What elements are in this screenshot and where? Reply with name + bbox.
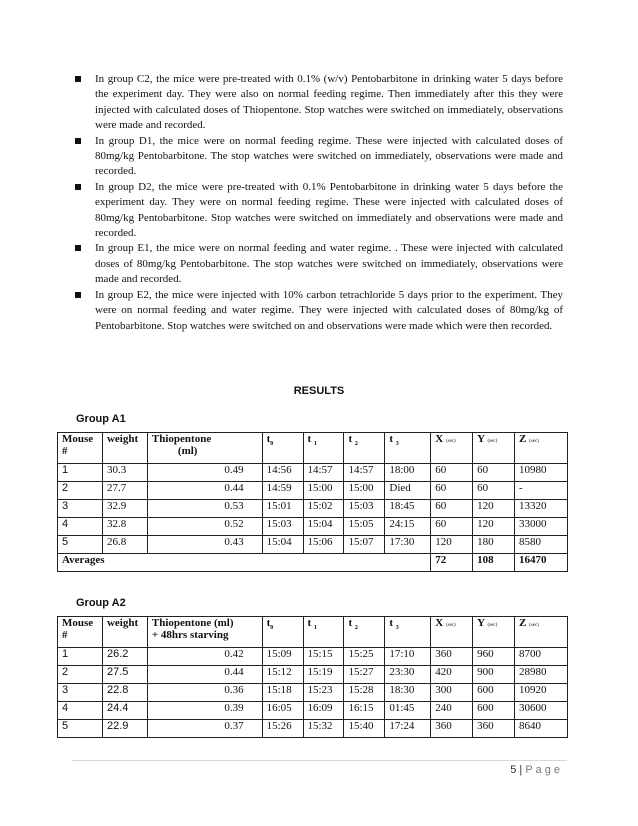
table-cell: 15:01 xyxy=(262,500,303,518)
table-cell: 300 xyxy=(431,684,473,702)
table-cell: 15:25 xyxy=(344,648,385,666)
square-bullet-icon xyxy=(75,184,81,190)
table-cell: 15:40 xyxy=(344,720,385,738)
col-t2: t $_2$ xyxy=(344,617,385,648)
table-cell: 60 xyxy=(431,500,473,518)
averages-row xyxy=(58,554,568,572)
table-cell: 01:45 xyxy=(385,702,431,720)
page-number: 5 xyxy=(510,764,517,776)
table-cell: 22.8 xyxy=(102,684,147,702)
table-cell: 30600 xyxy=(515,702,568,720)
table-cell: 17:30 xyxy=(385,536,431,554)
square-bullet-icon xyxy=(75,76,81,82)
table-cell: 15:09 xyxy=(262,648,303,666)
table-cell: 4 xyxy=(58,518,103,536)
table-row xyxy=(58,518,568,536)
table-cell: 30.3 xyxy=(102,464,147,482)
table-row xyxy=(58,702,568,720)
table-cell: Died xyxy=(385,482,431,500)
table-cell: 15:03 xyxy=(344,500,385,518)
col-mouse: Mouse # xyxy=(58,617,103,648)
table-cell: 13320 xyxy=(515,500,568,518)
table-cell: 0.42 xyxy=(147,648,262,666)
square-bullet-icon xyxy=(75,245,81,251)
table-cell: 16:15 xyxy=(344,702,385,720)
col-y: Y (sec) xyxy=(473,433,515,464)
table-cell: 5 xyxy=(58,720,103,738)
table-cell: 15:00 xyxy=(344,482,385,500)
table-cell: 240 xyxy=(431,702,473,720)
table-row xyxy=(58,666,568,684)
table-cell: 960 xyxy=(473,648,515,666)
footer-label: P a g e xyxy=(525,764,560,776)
table-cell: 5 xyxy=(58,536,103,554)
col-z: Z (sec) xyxy=(515,617,568,648)
table-cell: 60 xyxy=(431,482,473,500)
table-cell: 24:15 xyxy=(385,518,431,536)
list-item: In group C2, the mice were pre-treated with 0.1% (w/v) Pentobarbitone in drinking water 5 days before the experiment day. They were also on normal feeding regime. Then immediately after this they were injected with calculated doses of Thiopentone. Stop watches were switched on immediately, observations were made and recorded. xyxy=(75,72,563,134)
table-cell: 14:56 xyxy=(262,464,303,482)
table-cell: 72 xyxy=(431,554,473,572)
table-cell: 600 xyxy=(473,702,515,720)
table-cell: 8580 xyxy=(515,536,568,554)
col-t3: t $_3$ xyxy=(385,617,431,648)
col-t1: t $_1$ xyxy=(303,433,344,464)
list-item: In group E1, the mice were on normal feeding and water regime. . These were injected with calculated doses of 80mg/kg Pentobarbitone. The stop watches were switched on immediately, observations were made and recorded. xyxy=(75,241,563,287)
table-cell: 0.44 xyxy=(147,666,262,684)
table-cell: 14:59 xyxy=(262,482,303,500)
square-bullet-icon xyxy=(75,292,81,298)
table-cell: 15:28 xyxy=(344,684,385,702)
table-row xyxy=(58,464,568,482)
table-cell: 15:27 xyxy=(344,666,385,684)
table-header-row xyxy=(58,617,568,648)
col-t2: t $_2$ xyxy=(344,433,385,464)
table-cell: 15:12 xyxy=(262,666,303,684)
table-cell: 420 xyxy=(431,666,473,684)
table-cell: 15:05 xyxy=(344,518,385,536)
table-cell: 28980 xyxy=(515,666,568,684)
table-cell: 1 xyxy=(58,648,103,666)
table-cell: 360 xyxy=(431,648,473,666)
list-item: In group D1, the mice were on normal feeding regime. These were injected with calculated doses of 80mg/kg Pentobarbitone. The stop watches were switched on immediately, observations were made and recorded. xyxy=(75,134,563,180)
col-x: X (sec) xyxy=(431,617,473,648)
bullet-list xyxy=(75,72,563,334)
table-cell: 32.8 xyxy=(102,518,147,536)
table-cell: 24.4 xyxy=(102,702,147,720)
table-row xyxy=(58,648,568,666)
table-cell: 22.9 xyxy=(102,720,147,738)
table-cell: 60 xyxy=(473,482,515,500)
list-item: In group D2, the mice were pre-treated with 0.1% Pentobarbitone in drinking water 5 days before the experiment day. They were on normal feeding regime. These were injected with calculated doses of 80mg/kg Pentobarbitone. Stop watches were switched on immediately and observations were made and recorded. xyxy=(75,180,563,242)
table-cell: 27.5 xyxy=(102,666,147,684)
table-cell: 26.2 xyxy=(102,648,147,666)
col-t3: t $_3$ xyxy=(385,433,431,464)
col-z: Z (sec) xyxy=(515,433,568,464)
table-cell: 0.53 xyxy=(147,500,262,518)
table-cell: 15:18 xyxy=(262,684,303,702)
table-cell: 15:19 xyxy=(303,666,344,684)
table-cell: 8700 xyxy=(515,648,568,666)
table-cell: 14:57 xyxy=(303,464,344,482)
table-cell: 1 xyxy=(58,464,103,482)
table-cell: 0.44 xyxy=(147,482,262,500)
table-cell: - xyxy=(515,482,568,500)
table-cell: 15:15 xyxy=(303,648,344,666)
col-thiopentone: Thiopentone (ml) xyxy=(147,433,262,464)
group-a1-title: Group A1 xyxy=(76,413,126,425)
table-cell: 120 xyxy=(473,500,515,518)
table-cell: 10980 xyxy=(515,464,568,482)
table-cell: 360 xyxy=(431,720,473,738)
table-row xyxy=(58,500,568,518)
group-a1-table xyxy=(57,432,568,572)
table-cell: 60 xyxy=(431,464,473,482)
table-cell: 0.37 xyxy=(147,720,262,738)
table-cell: 15:26 xyxy=(262,720,303,738)
table-cell: 17:24 xyxy=(385,720,431,738)
table-cell: 26.8 xyxy=(102,536,147,554)
group-a2-table xyxy=(57,616,568,738)
table-cell: 108 xyxy=(473,554,515,572)
table-row xyxy=(58,720,568,738)
table-cell: 16:05 xyxy=(262,702,303,720)
table-cell: 0.49 xyxy=(147,464,262,482)
table-cell: 10920 xyxy=(515,684,568,702)
col-t0: $t_0$ xyxy=(262,433,303,464)
table-cell: 180 xyxy=(473,536,515,554)
table-cell: 15:06 xyxy=(303,536,344,554)
table-cell: 3 xyxy=(58,500,103,518)
table-cell: 15:23 xyxy=(303,684,344,702)
col-mouse: Mouse # xyxy=(58,433,103,464)
table-header-row xyxy=(58,433,568,464)
col-t1: t $_1$ xyxy=(303,617,344,648)
table-cell: 15:04 xyxy=(262,536,303,554)
table-row xyxy=(58,684,568,702)
col-weight: weight xyxy=(102,433,147,464)
table-cell: 16470 xyxy=(515,554,568,572)
table-cell: 16:09 xyxy=(303,702,344,720)
table-cell: 3 xyxy=(58,684,103,702)
table-cell: 120 xyxy=(431,536,473,554)
table-cell: 15:03 xyxy=(262,518,303,536)
table-cell: Averages xyxy=(58,554,431,572)
square-bullet-icon xyxy=(75,138,81,144)
table-cell: 2 xyxy=(58,666,103,684)
table-cell: 32.9 xyxy=(102,500,147,518)
table-cell: 0.36 xyxy=(147,684,262,702)
table-cell: 15:07 xyxy=(344,536,385,554)
table-cell: 60 xyxy=(473,464,515,482)
col-y: Y (sec) xyxy=(473,617,515,648)
table-cell: 15:32 xyxy=(303,720,344,738)
col-weight: weight xyxy=(102,617,147,648)
table-cell: 27.7 xyxy=(102,482,147,500)
group-a2-title: Group A2 xyxy=(76,597,126,609)
col-thiopentone: Thiopentone (ml) + 48hrs starving xyxy=(147,617,262,648)
table-cell: 4 xyxy=(58,702,103,720)
table-cell: 15:04 xyxy=(303,518,344,536)
table-cell: 18:30 xyxy=(385,684,431,702)
footer-separator: | xyxy=(519,764,523,776)
table-cell: 120 xyxy=(473,518,515,536)
col-t0: $t_0$ xyxy=(262,617,303,648)
table-cell: 23:30 xyxy=(385,666,431,684)
list-item: In group E2, the mice were injected with 10% carbon tetrachloride 5 days prior to the experiment. They were on normal feeding and water regime. They were injected with calculated doses of 80mg/kg of Pentobarbitone. Stop watches were switched on and observations were made which were then recorded. xyxy=(75,288,563,334)
table-row xyxy=(58,482,568,500)
table-cell: 17:10 xyxy=(385,648,431,666)
table-cell: 60 xyxy=(431,518,473,536)
page-footer xyxy=(510,764,560,776)
table-row xyxy=(58,536,568,554)
table-cell: 0.39 xyxy=(147,702,262,720)
col-x: X (sec) xyxy=(431,433,473,464)
table-cell: 2 xyxy=(58,482,103,500)
footer-divider xyxy=(72,760,567,761)
table-cell: 18:45 xyxy=(385,500,431,518)
results-heading: RESULTS xyxy=(293,385,345,397)
table-cell: 8640 xyxy=(515,720,568,738)
table-cell: 18:00 xyxy=(385,464,431,482)
table-cell: 15:02 xyxy=(303,500,344,518)
table-cell: 360 xyxy=(473,720,515,738)
table-cell: 0.52 xyxy=(147,518,262,536)
table-cell: 0.43 xyxy=(147,536,262,554)
table-cell: 900 xyxy=(473,666,515,684)
table-cell: 33000 xyxy=(515,518,568,536)
table-cell: 600 xyxy=(473,684,515,702)
table-cell: 15:00 xyxy=(303,482,344,500)
table-cell: 14:57 xyxy=(344,464,385,482)
